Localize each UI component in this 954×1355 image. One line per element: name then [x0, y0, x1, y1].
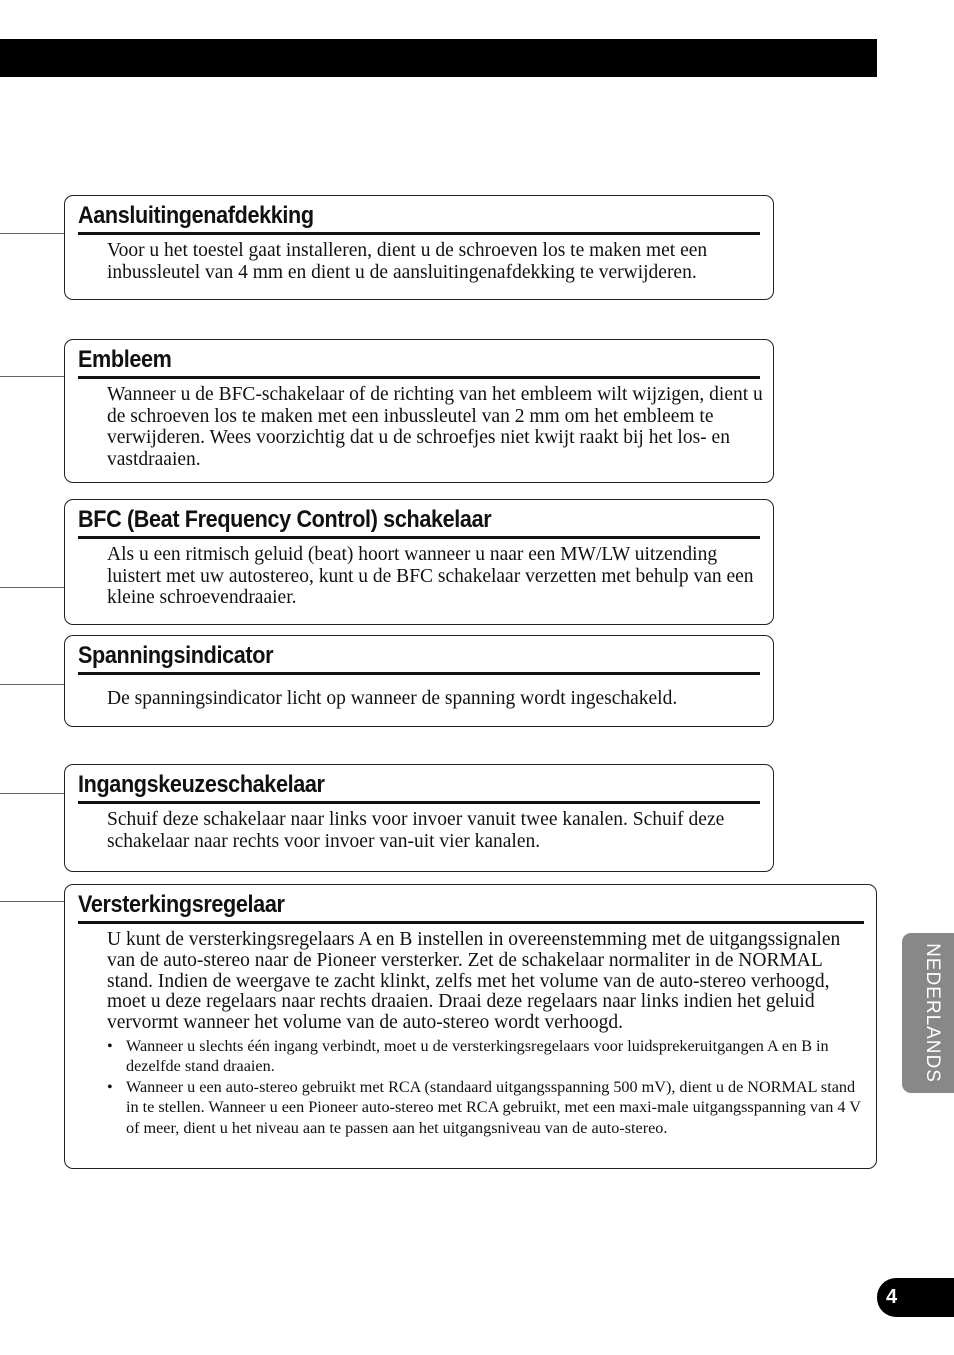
note-item: • Wanneer u een auto-stereo gebruikt met RCA (standaard uitgangsspanning 500 mV), dient u de NORMAL stand in te stellen. Wanneer u een Pioneer auto-stereo met RCA gebruikt, met een maxi-male uitgangsspanning van 4 V of meer, dient u het niveau aan te passen aan het uitgangsniveau van de auto-stereo.	[107, 1077, 867, 1139]
note-list	[107, 1036, 867, 1139]
section-title: Embleem	[78, 346, 172, 373]
callout-line	[0, 233, 64, 234]
title-rule	[78, 232, 760, 235]
section-title: Versterkingsregelaar	[78, 891, 285, 918]
section-title: Ingangskeuzeschakelaar	[78, 771, 325, 798]
section-versterkingsregelaar	[64, 884, 877, 1169]
callout-line	[0, 684, 64, 685]
section-spanningsindicator	[64, 635, 774, 727]
section-bfc-schakelaar	[64, 499, 774, 625]
section-title: Spanningsindicator	[78, 642, 274, 669]
callout-line	[0, 901, 64, 902]
section-text: Voor u het toestel gaat installeren, dient u de schroeven los te maken met een inbussleutel van 4 mm en dient u de aansluitingenafdekking te verwijderen.	[107, 240, 708, 283]
section-aansluitingenafdekking	[64, 195, 774, 300]
section-text: Schuif deze schakelaar naar links voor invoer vanuit twee kanalen. Schuif deze schakelaar naar rechts voor invoer van-uit vier kanalen.	[107, 809, 725, 852]
page-number: 4	[886, 1286, 898, 1308]
title-rule	[78, 536, 760, 539]
section-text: Als u een ritmisch geluid (beat) hoort wanneer u naar een MW/LW uitzending luistert met uw autostereo, kunt u de BFC schakelaar verzetten met behulp van een kleine schroevendraaier.	[107, 544, 754, 608]
note-item: • Wanneer u slechts één ingang verbindt, moet u de versterkingsregelaars voor luidsprekeruitgangen A en B in dezelfde stand draaien.	[107, 1036, 867, 1077]
section-ingangskeuzeschakelaar	[64, 764, 774, 872]
section-title: BFC (Beat Frequency Control) schakelaar	[78, 506, 492, 533]
callout-line	[0, 587, 64, 588]
title-rule	[78, 921, 864, 924]
page-number-tab	[877, 1278, 954, 1317]
title-rule	[78, 376, 760, 379]
section-embleem	[64, 339, 774, 483]
section-text: De spanningsindicator licht op wanneer de spanning wordt ingeschakeld.	[107, 688, 678, 709]
callout-line	[0, 376, 64, 377]
title-rule	[78, 801, 760, 804]
section-text: U kunt de versterkingsregelaars A en B instellen in overeenstemming met de uitgangssignalen van de auto-stereo naar de Pioneer versterker. Zet de schakelaar normaliter in de NORMAL stand. Indien de weergave te zacht klinkt, zelfs met het volume van de auto-stereo verhoogd, moet u deze regelaars naar rechts draaien. Draai deze regelaars naar links indien het geluid vervormt wanneer het volume van de auto-stereo wordt verhoogd.	[107, 929, 841, 1034]
callout-line	[0, 793, 64, 794]
language-tab-label: NEDERLANDS	[922, 943, 943, 1083]
section-title: Aansluitingenafdekking	[78, 202, 314, 229]
title-rule	[78, 672, 760, 675]
language-tab	[902, 933, 954, 1093]
section-text: Wanneer u de BFC-schakelaar of de richting van het embleem wilt wijzigen, dient u de schroeven los te maken met een inbussleutel van 2 mm om het embleem te verwijderen. Wees voorzichtig dat u de schroefjes niet kwijt raakt bij het los- en vastdraaien.	[107, 384, 763, 470]
header-bar	[0, 39, 877, 77]
